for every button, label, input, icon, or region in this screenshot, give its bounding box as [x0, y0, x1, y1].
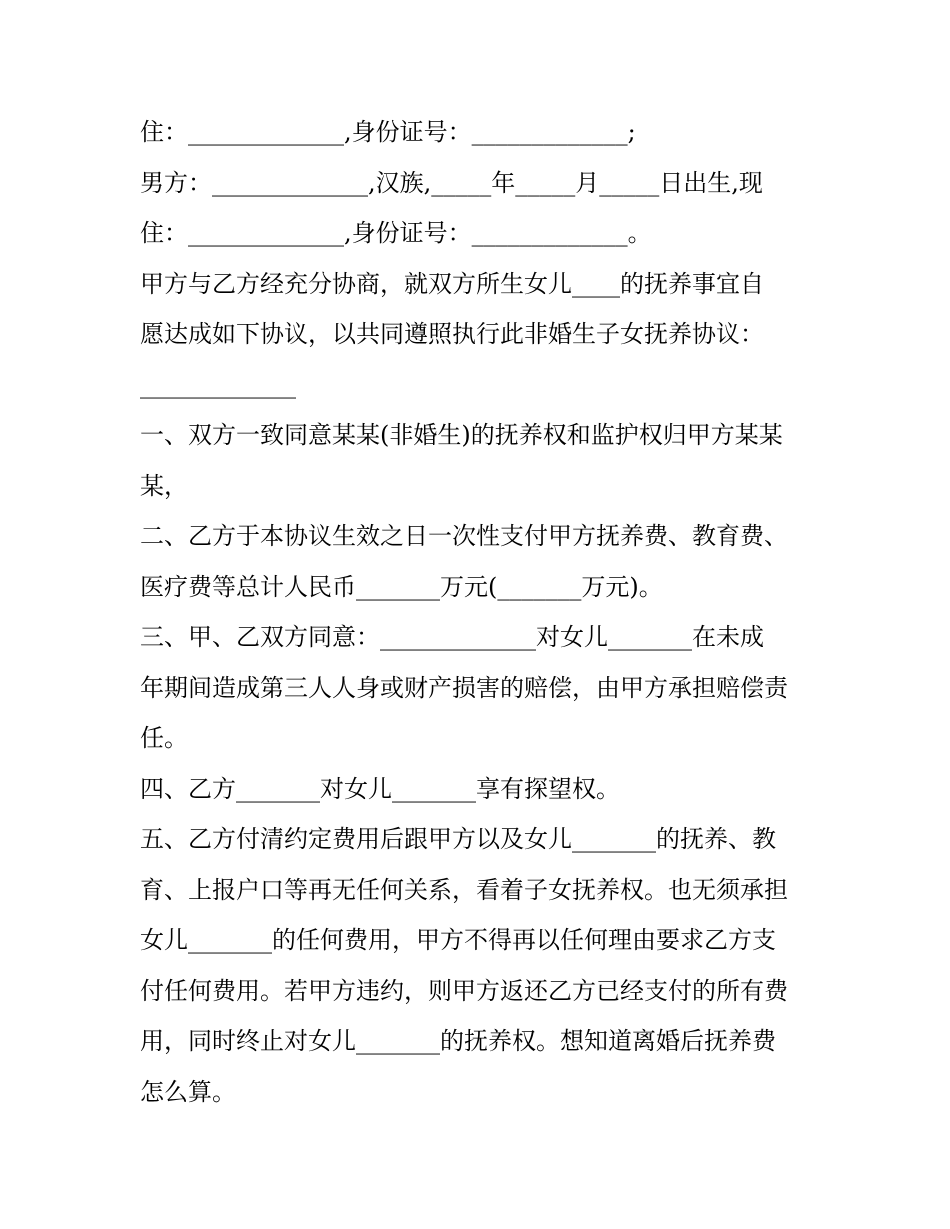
- clause-5-line-6: 怎么算。: [140, 1077, 236, 1106]
- clause-3-line-1: 三、甲、乙双方同意：_____________对女儿_______在未成: [140, 623, 764, 651]
- clause-5-line-2: 育、上报户口等再无任何关系，看着子女抚养权。也无须承担: [140, 875, 788, 904]
- clause-2-line-2: 医疗费等总计人民币_______万元(_______万元)。: [140, 572, 663, 601]
- clause-2-line-1: 二、乙方于本协议生效之日一次性支付甲方抚养费、教育费、: [140, 522, 788, 550]
- clause-1-line-2: 某，: [140, 471, 188, 500]
- line-male-party-info: 男方：_____________,汉族,_____年_____月_____日出生,现: [140, 168, 763, 197]
- line-preamble-2: 愿达成如下协议，以共同遵照执行此非婚生子女抚养协议：: [140, 320, 764, 348]
- line-preamble-1: 甲方与乙方经充分协商，就双方所生女儿____的抚养事宜自: [140, 269, 764, 298]
- line-female-residence-id: 住：_____________,身份证号：_____________;: [140, 118, 636, 146]
- clause-5-line-4: 付任何费用。若甲方违约，则甲方返还乙方已经支付的所有费: [140, 976, 788, 1005]
- clause-5-line-1: 五、乙方付清约定费用后跟甲方以及女儿_______的抚养、教: [140, 825, 776, 853]
- clause-3-line-3: 任。: [140, 724, 188, 752]
- line-male-residence-id: 住：_____________,身份证号：_____________。: [140, 219, 652, 247]
- clause-5-line-5: 用，同时终止对女儿_______的抚养权。想知道离婚后抚养费: [140, 1027, 776, 1055]
- line-blank: _____________: [140, 370, 296, 399]
- clause-1-line-1: 一、双方一致同意某某(非婚生)的抚养权和监护权归甲方某某: [140, 421, 783, 449]
- clause-4-line-1: 四、乙方_______对女儿_______享有探望权。: [140, 774, 620, 803]
- clause-5-line-3: 女儿_______的任何费用，甲方不得再以任何理由要求乙方支: [140, 926, 776, 954]
- agreement-body: [140, 107, 820, 1117]
- clause-3-line-2: 年期间造成第三人人身或财产损害的赔偿，由甲方承担赔偿责: [140, 673, 788, 702]
